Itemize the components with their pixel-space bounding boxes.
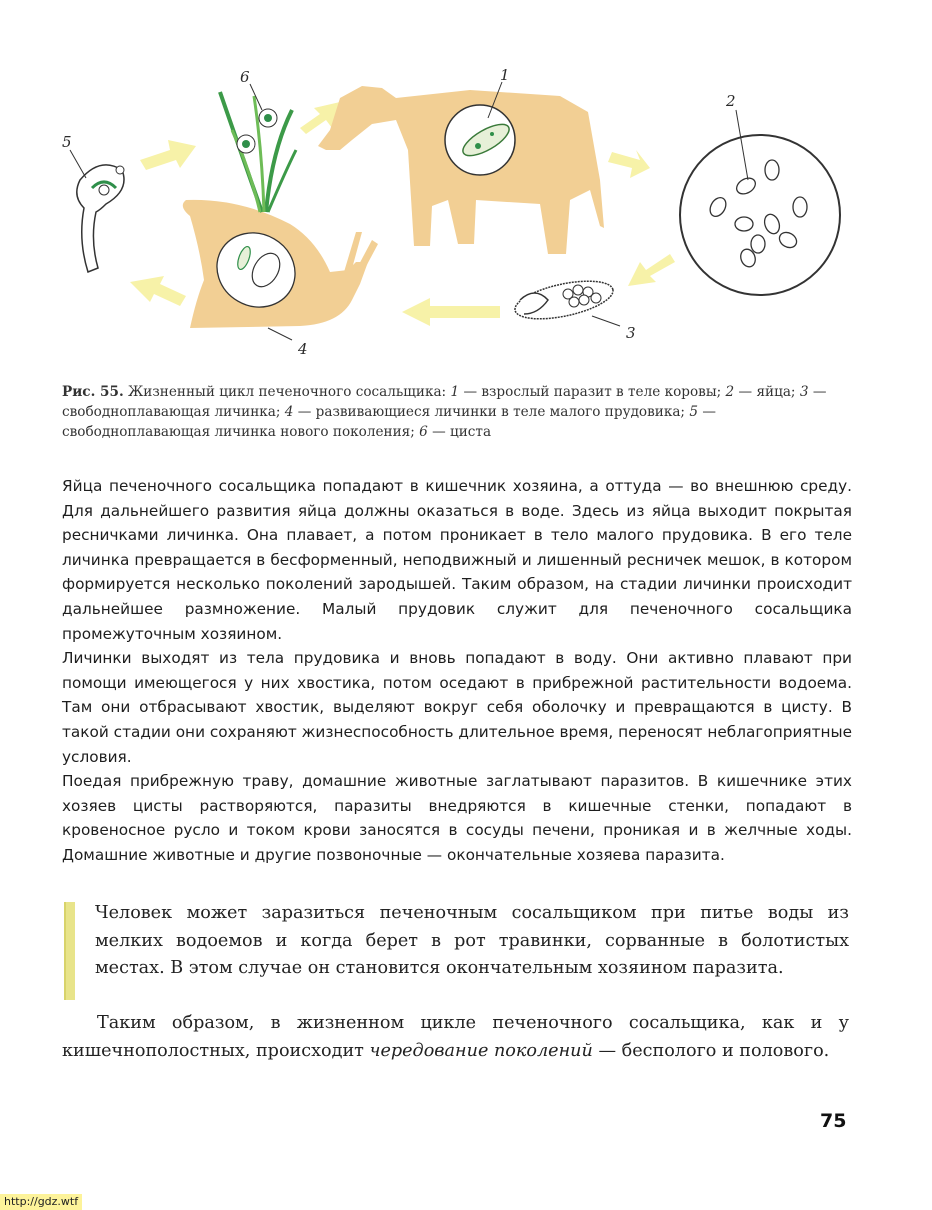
paragraph-2: Личинки выходят из тела прудовика и вновь попадают в воду. Они активно плавают при помощи имеющегося у них хвостика, потом оседают в прибрежной растительности водоема. Там они отбрасывают хвостик, выделяют вокруг себя оболочку и превращаются в цисту. В такой стадии они сохраняют жизнеспособность длительное время, переносят неблагоприятные условия. bbox=[62, 649, 853, 766]
label-1: 1 bbox=[500, 66, 510, 84]
caption-item-num: 5 bbox=[689, 404, 698, 420]
new-generation-larva-illustration bbox=[77, 165, 124, 272]
paragraph-3: Поедая прибрежную траву, домашние животные заглатывают паразитов. В кишечнике этих хозяев цисты растворяются, паразиты внедряются в кишечные стенки, попадают в кровеносное русло и током крови заносятся в сосуды печени, проникая и в желчные ходы. Домашние животные и другие позвоночные — окончательные хозяева паразита. bbox=[62, 772, 852, 864]
label-3: 3 bbox=[626, 324, 636, 342]
caption-item-text: — развивающиеся личинки в теле малого прудовика; bbox=[297, 404, 686, 420]
paragraph-1: Яйца печеночного сосальщика попадают в кишечник хозяина, а оттуда — во внешнюю среду. Для дальнейшего развития яйца должны оказаться в воде. Здесь из яйца выходит покрытая ресничками личинка. Она плавает, а потом проникает в тело малого прудовика. В его теле личинка превращается в бесформенный, неподвижный и лишенный ресничек мешок, в котором формируется несколько поколений зародышей. Таким образом, на стадии личинки происходит дальнейшее размножение. Малый прудовик служит для печеночного сосальщика промежуточным хозяином. bbox=[62, 477, 852, 643]
aside-marker-bar bbox=[64, 902, 75, 1000]
aside-note: Человек может заразиться печеночным сосальщиком при питье воды из мелких водоемов и когда берет в рот травинки, сорванные в болотистых местах. В этом случае он становится окончательным хозяином паразита. bbox=[95, 903, 849, 978]
label-6: 6 bbox=[240, 68, 250, 86]
snail-illustration bbox=[183, 200, 378, 328]
conclusion-emphasis: чередование поколений bbox=[369, 1040, 593, 1061]
caption-title: Жизненный цикл печеночного сосальщика: bbox=[128, 384, 447, 400]
conclusion-after: — бесполого и полового. bbox=[598, 1040, 830, 1061]
caption-item-text: — свободноплавающая личинка; bbox=[62, 384, 827, 420]
label-5: 5 bbox=[62, 133, 72, 151]
figure-caption bbox=[62, 382, 862, 442]
caption-item-text: — взрослый паразит в теле коровы; bbox=[463, 384, 722, 400]
caption-item-num: 6 bbox=[419, 424, 428, 440]
grass-cyst-illustration bbox=[220, 92, 296, 212]
figure-ref: Рис. 55. bbox=[62, 384, 124, 400]
main-text bbox=[62, 474, 852, 868]
larva-illustration bbox=[512, 274, 616, 326]
label-2: 2 bbox=[726, 92, 736, 110]
caption-item-text: — свободноплавающая личинка нового поколения; bbox=[62, 404, 716, 440]
life-cycle-figure bbox=[0, 0, 932, 370]
caption-item-text: — циста bbox=[432, 424, 492, 440]
conclusion-paragraph bbox=[62, 1010, 849, 1065]
caption-item-num: 4 bbox=[284, 404, 294, 420]
cow-illustration bbox=[318, 86, 604, 254]
arrow-larva5-to-cyst bbox=[140, 140, 196, 170]
arrow-snail-to-larva5 bbox=[130, 276, 186, 306]
conclusion-before: Таким образом, в жизненном цикле печеночного сосальщика, как и у кишечнополостных, происходит bbox=[62, 1013, 849, 1061]
page-number: 75 bbox=[820, 1110, 847, 1132]
caption-item-num: 3 bbox=[799, 384, 809, 400]
caption-item-text: — яйца; bbox=[738, 384, 796, 400]
arrow-cow-to-eggs bbox=[608, 150, 650, 178]
eggs-illustration bbox=[680, 135, 840, 295]
arrow-eggs-to-larva bbox=[628, 254, 675, 286]
caption-item-num: 2 bbox=[725, 384, 735, 400]
caption-item-num: 1 bbox=[450, 384, 460, 400]
arrow-larva-to-snail bbox=[402, 298, 500, 326]
label-4: 4 bbox=[298, 340, 308, 358]
watermark-link[interactable]: http://gdz.wtf bbox=[0, 1194, 82, 1210]
